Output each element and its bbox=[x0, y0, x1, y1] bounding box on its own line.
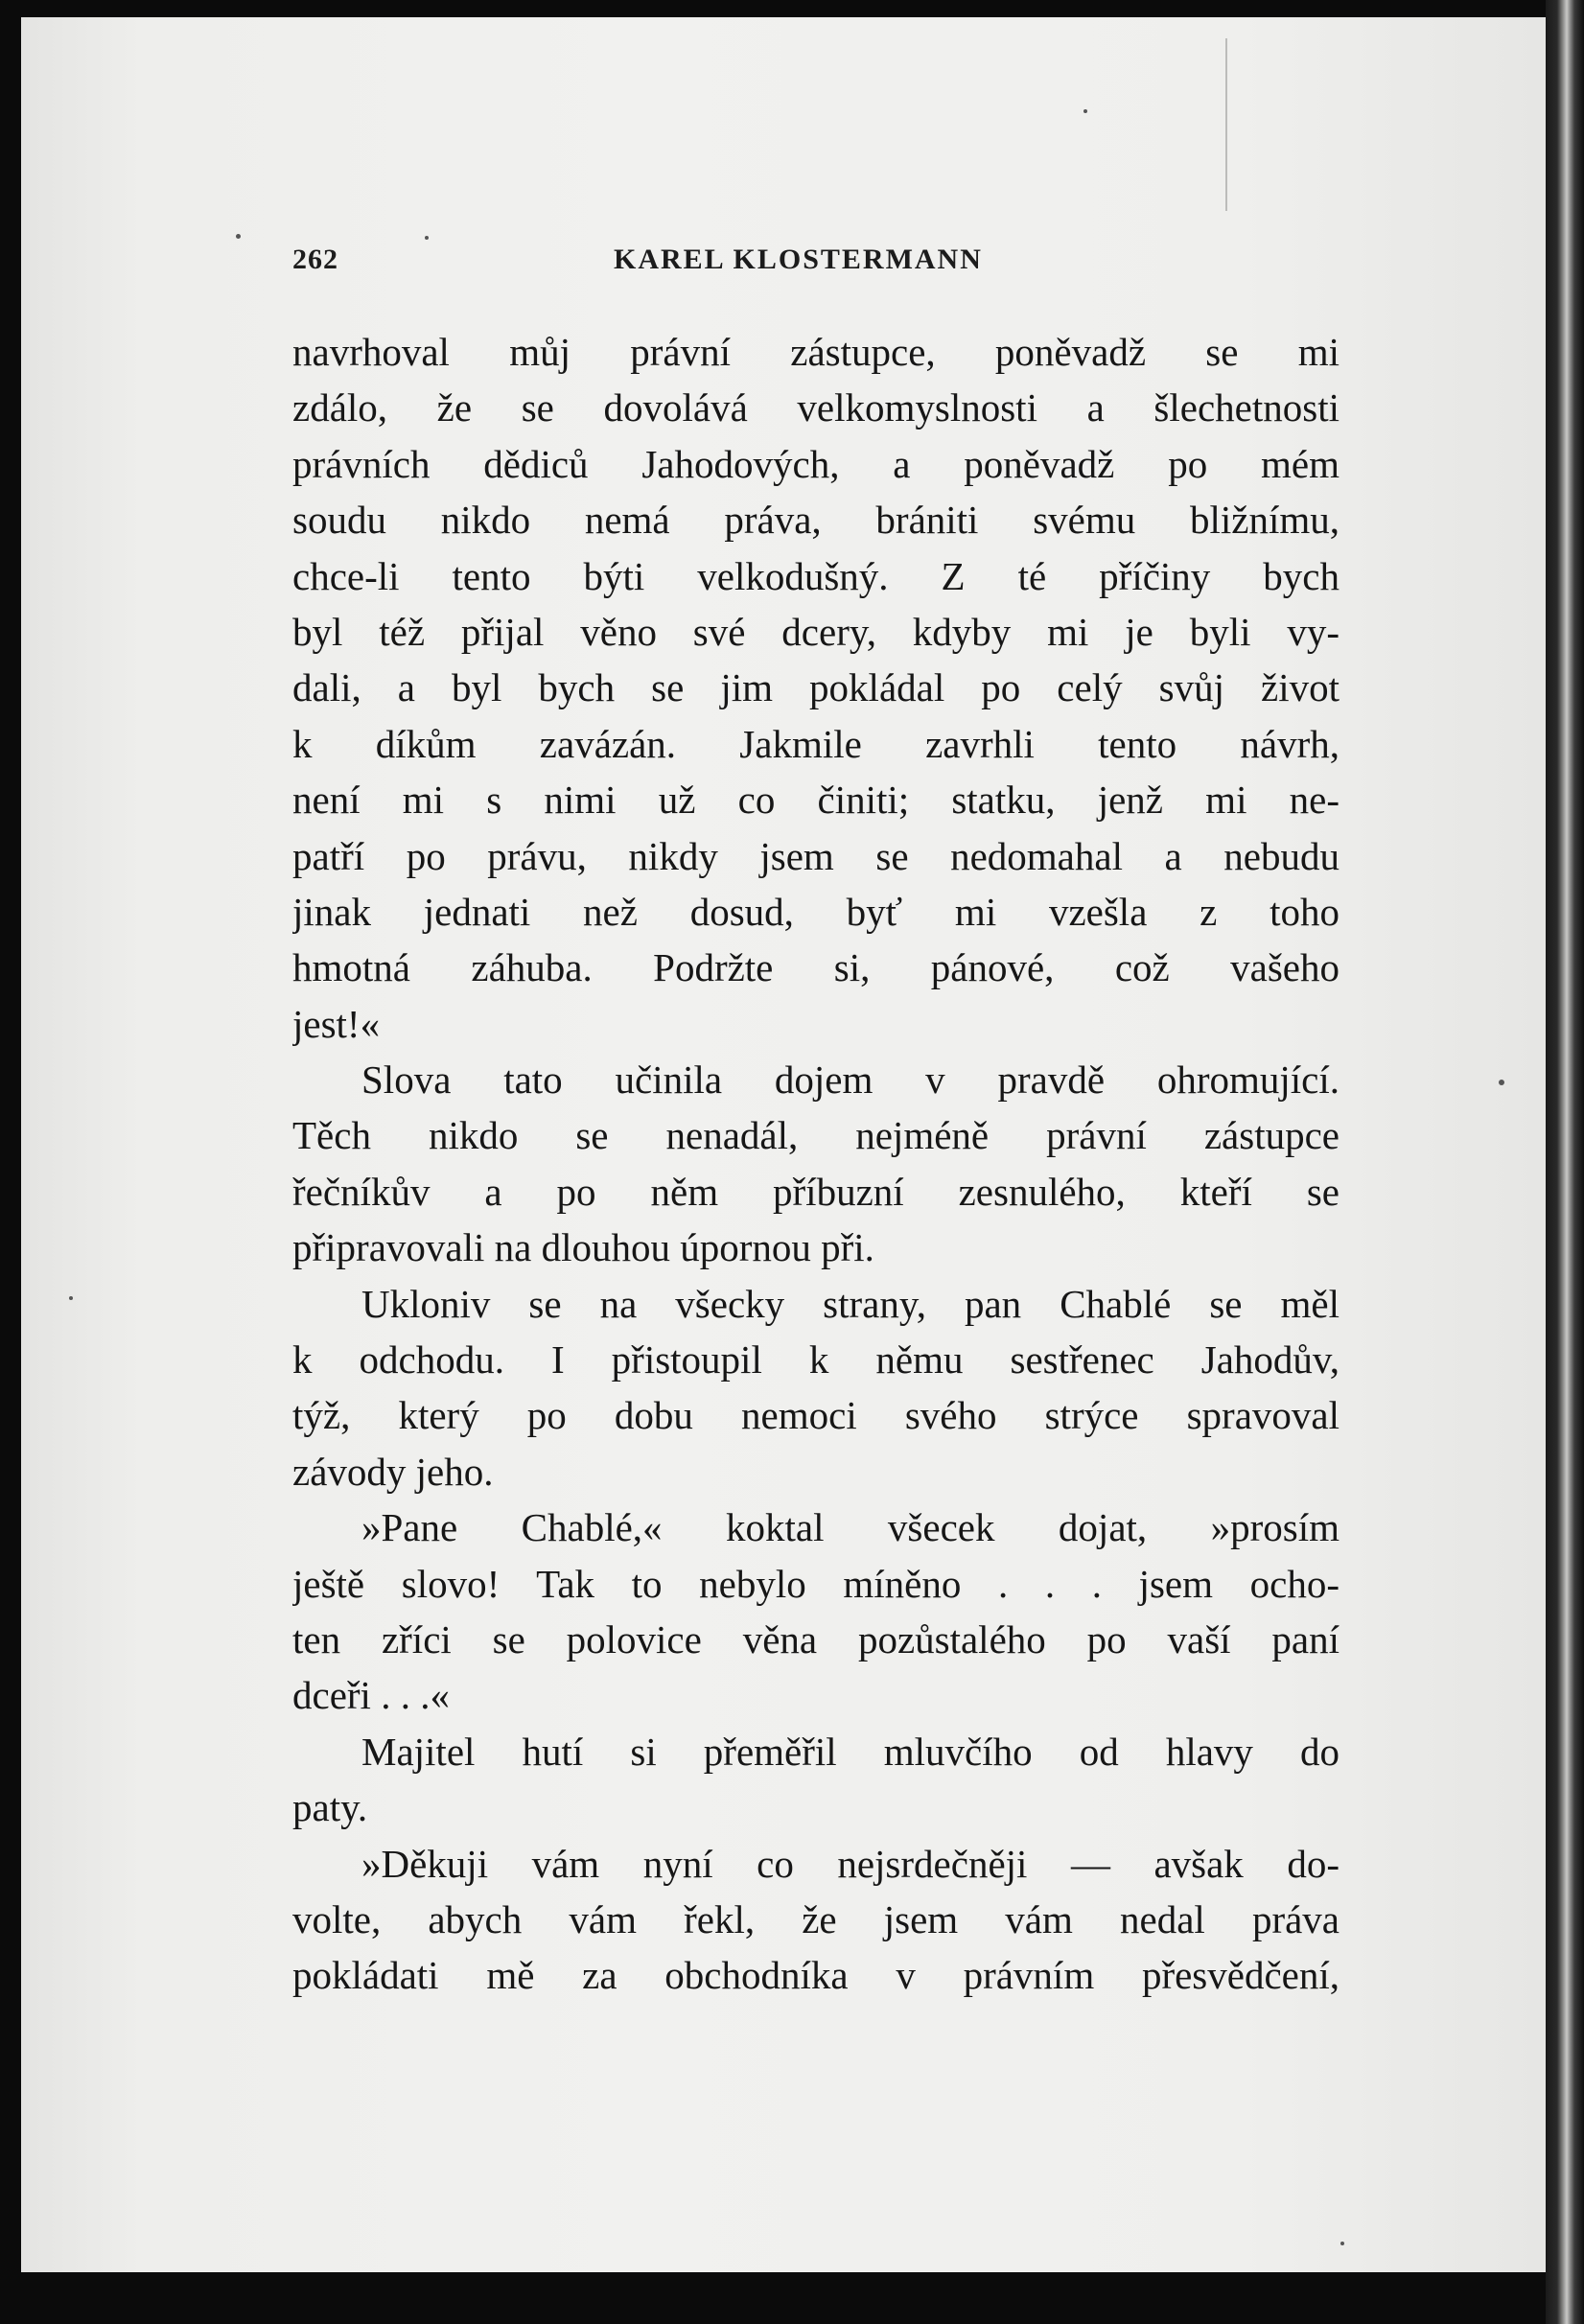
text-line: připravovali na dlouhou úpornou při. bbox=[292, 1225, 874, 1270]
speck bbox=[1083, 109, 1087, 113]
text-line: není mi s nimi už co činiti; statku, jenž mi ne- bbox=[292, 778, 1339, 823]
page-crease bbox=[1225, 38, 1227, 211]
text-line: řečníkův a po něm příbuzní zesnulého, kteří se bbox=[292, 1169, 1339, 1214]
text-line: »Děkuji vám nyní co nejsrdečněji — avšak do- bbox=[361, 1841, 1339, 1886]
speck bbox=[1340, 2242, 1344, 2245]
text-line: soudu nikdo nemá práva, brániti svému bližnímu, bbox=[292, 498, 1339, 543]
text-line: dali, a byl bych se jim pokládal po celý svůj život bbox=[292, 665, 1339, 710]
page-number: 262 bbox=[292, 244, 338, 275]
text-line: ten zříci se polovice věna pozůstalého po vaší paní bbox=[292, 1616, 1339, 1662]
speck bbox=[1499, 1080, 1504, 1085]
text-line: patří po právu, nikdy jsem se nedomahal a nebudu bbox=[292, 833, 1339, 878]
text-line: týž, který po dobu nemoci svého strýce spravoval bbox=[292, 1393, 1339, 1438]
speck bbox=[236, 234, 241, 239]
page-edge-strip bbox=[1546, 0, 1584, 2324]
text-line: paty. bbox=[292, 1785, 368, 1830]
text-line: pokládati mě za obchodníka v právním přesvědčení, bbox=[292, 1953, 1339, 1998]
page-header bbox=[292, 244, 1347, 286]
text-line: závody jeho. bbox=[292, 1449, 494, 1494]
text-line: navrhoval můj právní zástupce, poněvadž se mi bbox=[292, 330, 1339, 374]
text-line: chce-li tento býti velkodušný. Z té příčiny bych bbox=[292, 553, 1339, 598]
text-line: byl též přijal věno své dcery, kdyby mi je byli vy- bbox=[292, 609, 1339, 654]
text-line: dceři . . .« bbox=[292, 1673, 450, 1718]
text-line: k odchodu. I přistoupil k němu sestřenec Jahodův, bbox=[292, 1337, 1339, 1383]
text-line: »Pane Chablé,« koktal všecek dojat, »prosím bbox=[361, 1505, 1339, 1550]
text-line: volte, abych vám řekl, že jsem vám nedal práva bbox=[292, 1896, 1339, 1941]
running-head: KAREL KLOSTERMANN bbox=[614, 244, 983, 275]
text-line: k díkům zavázán. Jakmile zavrhli tento návrh, bbox=[292, 721, 1339, 766]
speck bbox=[425, 236, 429, 240]
text-line: zdálo, že se dovolává velkomyslnosti a šlechetnosti bbox=[292, 385, 1339, 430]
text-line: Těch nikdo se nenadál, nejméně právní zástupce bbox=[292, 1113, 1339, 1158]
text-line: jinak jednati než dosud, byť mi vzešla z toho bbox=[292, 889, 1339, 934]
text-line: Ukloniv se na všecky strany, pan Chablé se měl bbox=[361, 1281, 1339, 1326]
speck bbox=[69, 1296, 73, 1300]
text-line: právních dědiců Jahodových, a poněvadž po mém bbox=[292, 441, 1339, 486]
text-line: jest!« bbox=[292, 1001, 381, 1046]
text-line: hmotná záhuba. Podržte si, pánové, což vašeho bbox=[292, 945, 1339, 990]
text-line: ještě slovo! Tak to nebylo míněno . . . jsem ocho- bbox=[292, 1561, 1339, 1606]
body-text bbox=[292, 324, 1339, 2004]
text-line: Majitel hutí si přeměřil mluvčího od hlavy do bbox=[361, 1729, 1339, 1774]
text-line: Slova tato učinila dojem v pravdě ohromující. bbox=[361, 1057, 1339, 1103]
